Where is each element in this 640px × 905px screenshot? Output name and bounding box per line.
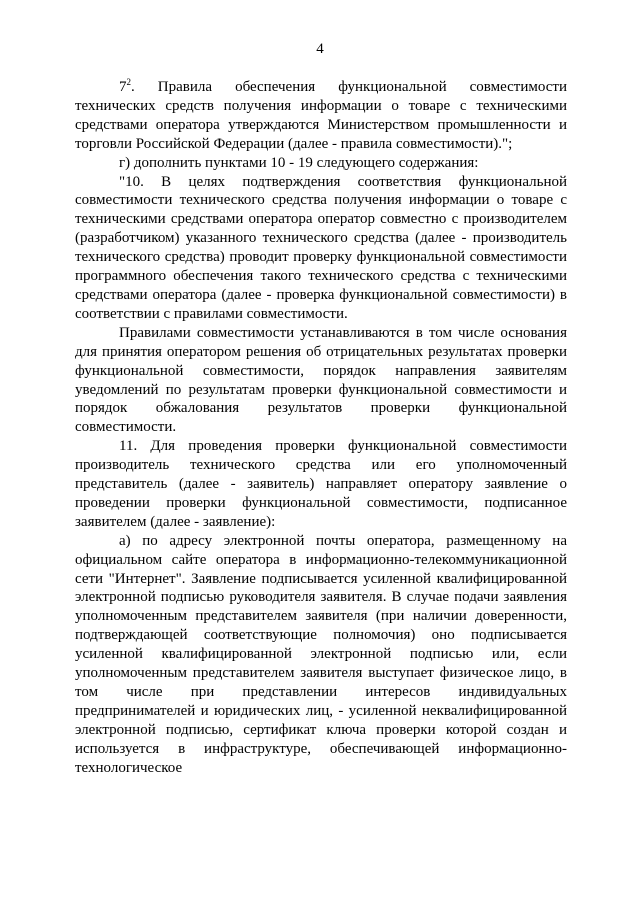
paragraph-11-a: а) по адресу электронной почты оператора, размещенному на официальном сайте оператора в информационно-телекоммуникационной сети "Интернет". Заявление подписывается усиленной квалифицированной электронной подписью руководителя заявителя. В случае подачи заявления уполномоченным представителем заявителя (при наличии доверенности, подтверждающей соответствующие полномочия) оно подписывается усиленной квалифицированной электронной подписью или, если уполномоченным представителем заявителя выступает физическое лицо, в том числе при представлении интересов индивидуальных предпринимателей и юридических лиц, - усиленной неквалифицированной электронной подписью, сертификат ключа проверки которой создан и используется в инфраструктуре, обеспечивающей информационно-технологическое [75,532,567,776]
page-number: 4 [316,41,324,57]
paragraph-7-2 [75,78,567,154]
paragraph-11: 11. Для проведения проверки функциональной совместимости производитель технического средства или его уполномоченный представитель (далее - заявитель) направляет оператору заявление о проведении проверки функциональной совместимости, подписанное заявителем (далее - заявление): [75,438,567,530]
paragraph-g: г) дополнить пунктами 10 - 19 следующего содержания: [119,154,479,171]
paragraph-compatibility-rules: Правилами совместимости устанавливаются в том числе основания для принятия оператором решения об отрицательных результатах проверки функциональной совместимости, порядок направления заявителям уведомлений по результатам проверки функциональной совместимости и порядок обжалования результатов проверки функциональной совместимости. [75,324,567,436]
paragraph-text: . Правила обеспечения функциональной совместимости технических средств получения информации о товаре с техническими средствами оператора утверждаются Министерством промышленности и торговли Российской Федерации (далее - правила совместимости)."; [75,79,567,152]
document-body [75,78,567,778]
paragraph-10: "10. В целях подтверждения соответствия функциональной совместимости технического средства получения информации о товаре с техническими средствами оператора оператор совместно с производителем (разработчиком) указанного технического средства (далее - производитель технического средства) проводит проверку функциональной совместимости программного обеспечения такого технического средства с техническими средствами оператора (далее - проверка функциональной совместимости) в соответствии с правилами совместимости. [75,173,567,322]
paragraph-lead: 7 [119,79,127,95]
superscript: 2 [126,77,131,87]
